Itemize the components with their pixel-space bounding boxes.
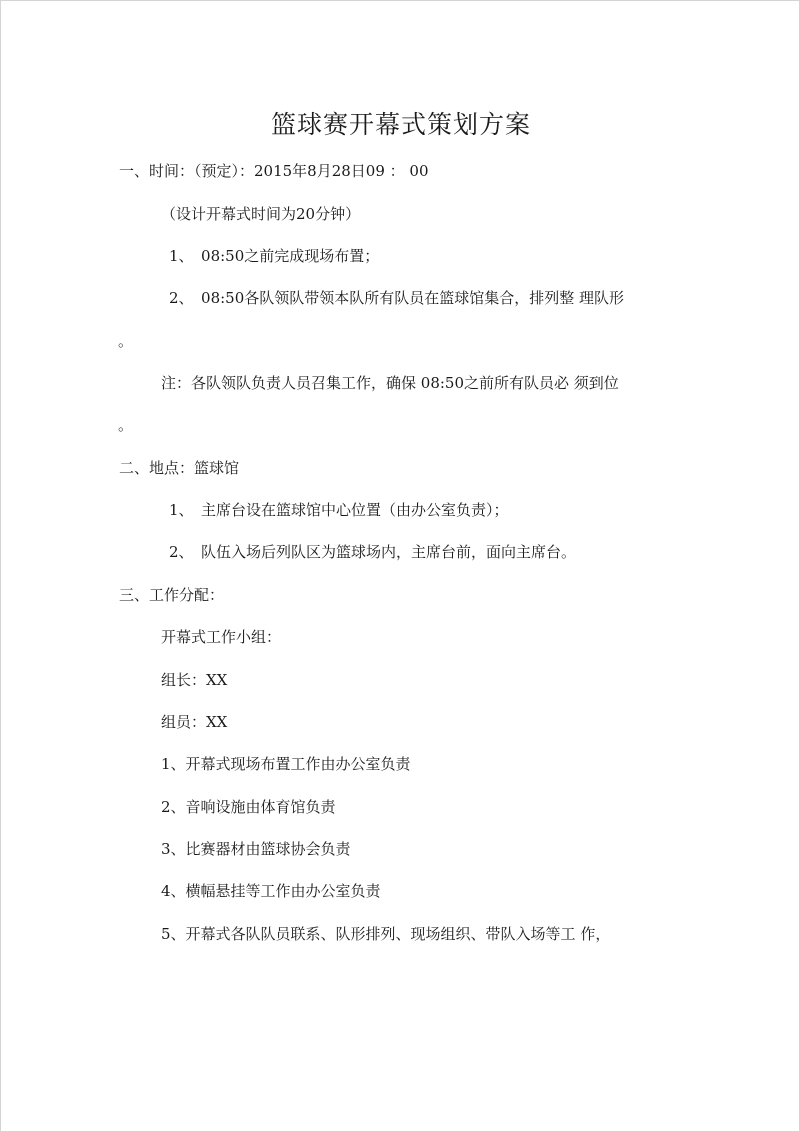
section-location-heading: 二、地点：篮球馆 — [119, 459, 240, 477]
document-title: 篮球赛开幕式策划方案 — [270, 110, 531, 139]
group-leader: 组长：XX — [161, 671, 228, 689]
section-assignment-heading: 三、工作分配： — [119, 586, 225, 604]
time-note: （设计开幕式时间为20分钟） — [161, 205, 361, 223]
time-item-2-end: 。 — [118, 332, 134, 350]
working-group-label: 开幕式工作小组： — [161, 628, 282, 646]
time-remark-end: 。 — [118, 416, 134, 434]
time-remark: 注：各队领队负责人员召集工作，确保 08:50之前所有队员必 须到位 — [161, 374, 619, 392]
section-time-heading: 一、时间：（预定）：2015年8月28日09 ： 00 — [119, 162, 429, 180]
group-members: 组员：XX — [161, 713, 228, 731]
assignment-item-5: 5、开幕式各队队员联系、队形排列、现场组织、带队入场等工 作， — [161, 925, 611, 943]
time-item-2: 2、 08:50各队领队带领本队所有队员在篮球馆集合，排列整 理队形 — [169, 289, 625, 307]
assignment-item-2: 2、音响设施由体育馆负责 — [161, 798, 336, 816]
assignment-item-4: 4、横幅悬挂等工作由办公室负责 — [161, 882, 381, 900]
location-item-2: 2、 队伍入场后列队区为篮球场内，主席台前，面向主席台。 — [169, 543, 577, 561]
assignment-item-3: 3、比赛器材由篮球协会负责 — [161, 840, 351, 858]
time-item-1: 1、 08:50之前完成现场布置； — [169, 247, 380, 265]
location-item-1: 1、 主席台设在篮球馆中心位置（由办公室负责）； — [169, 501, 509, 519]
assignment-item-1: 1、开幕式现场布置工作由办公室负责 — [161, 755, 411, 773]
